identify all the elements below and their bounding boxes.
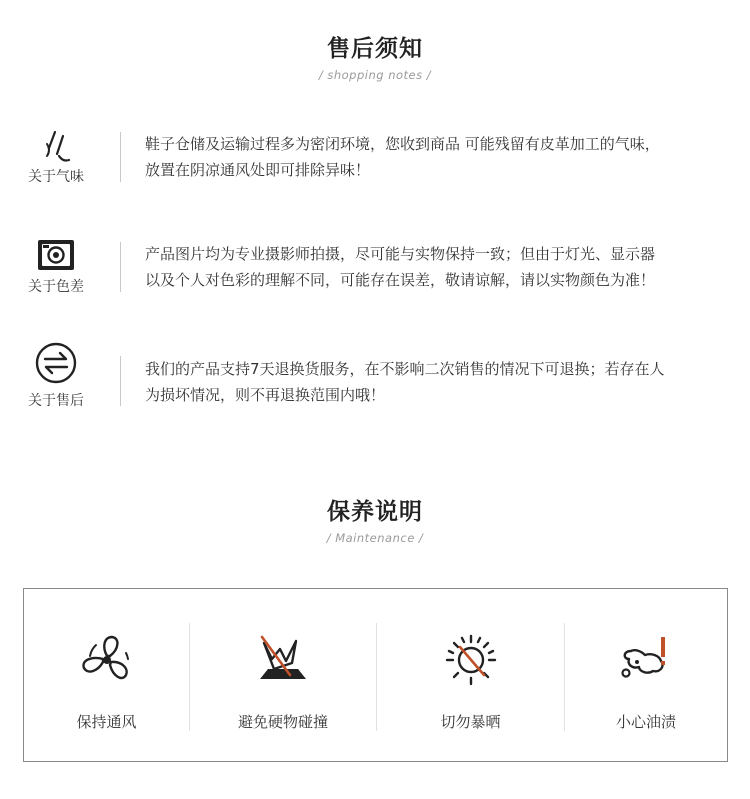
care-label: 切勿暴晒 (440, 713, 501, 731)
care-item-oil-stain (565, 589, 727, 761)
no-sun-icon (440, 629, 502, 691)
notice-text: 产品图片均为专业摄影师拍摄，尽可能与实物保持一致；但由于灯光、显示器 以及个人对色彩的理解不同，可能存在误差，敬请谅解，请以实物颜色为准！ (145, 245, 656, 289)
care-label: 小心油渍 (615, 713, 676, 731)
care-item-avoid-collision (190, 589, 376, 761)
notice-label: 关于售后 (28, 393, 84, 409)
camera-icon (33, 234, 79, 280)
divider (120, 356, 121, 406)
notice-after-sales (0, 340, 750, 430)
notice-text: 我们的产品支持7天退换货服务，在不影响二次销售的情况下可退换；若存在人 为损坏情况，则不再退换范围内哦！ (145, 360, 665, 404)
after-sales-subtitle: / shopping notes / (318, 68, 432, 82)
notice-label: 关于气味 (28, 169, 84, 185)
notice-label: 关于色差 (28, 279, 84, 295)
maintenance-subtitle: / Maintenance / (326, 531, 424, 545)
oil-stain-icon (615, 629, 677, 691)
notice-color (0, 234, 750, 324)
divider (120, 242, 121, 292)
notice-smell (0, 128, 750, 218)
maintenance-title: 保养说明 (327, 499, 423, 525)
after-sales-title: 售后须知 (327, 36, 423, 62)
care-label: 避免硬物碰撞 (237, 713, 328, 731)
exchange-icon (33, 340, 79, 386)
maintenance-panel (23, 588, 728, 762)
care-item-ventilate (24, 589, 189, 761)
care-label: 保持通风 (76, 713, 137, 731)
no-hard-object-icon (252, 629, 314, 691)
notice-text: 鞋子仓储及运输过程多为密闭环境，您收到商品 可能残留有皮革加工的气味， 放置在阴凉通风处即可排除异味！ (145, 135, 660, 179)
care-item-no-sun (377, 589, 564, 761)
divider (120, 132, 121, 182)
fan-icon (76, 629, 138, 691)
